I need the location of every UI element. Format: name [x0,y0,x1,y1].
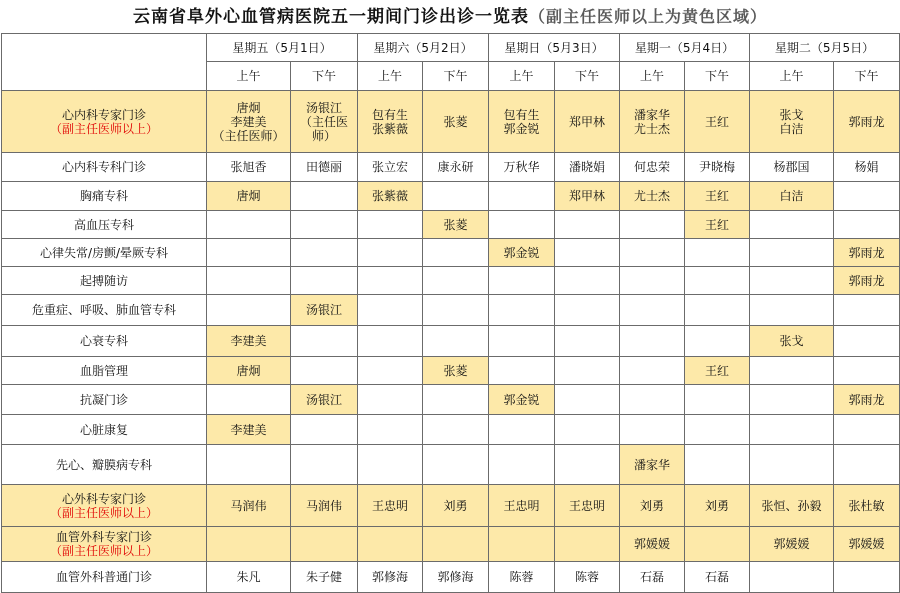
doctor-cell [834,211,900,239]
doctor-cell [207,211,291,239]
doctor-cell: 白洁 [750,182,834,211]
row-label [2,562,207,593]
doctor-cell: 汤银江 [291,295,358,326]
row-label [2,295,207,326]
row-label [2,211,207,239]
doctor-cell: 马润伟 [291,485,358,527]
doctor-cell [489,326,555,357]
doctor-cell [620,211,685,239]
doctor-cell [685,267,750,295]
doctor-cell: 郭媛媛 [620,527,685,562]
doctor-cell [555,326,620,357]
doctor-cell [750,267,834,295]
doctor-cell [423,182,489,211]
row-label-main: 抗凝门诊 [79,392,128,407]
doctor-cell: 刘勇 [620,485,685,527]
doctor-cell: 张旭香 [207,153,291,182]
period-header: 下午 [555,62,620,91]
doctor-cell [489,295,555,326]
table-row [2,239,900,267]
doctor-cell: 张恒、孙毅 [750,485,834,527]
doctor-cell [291,445,358,485]
row-label-main: 血管外科专家门诊 [55,530,152,544]
row-label-main: 起搏随访 [79,273,128,288]
day-header-row [2,34,900,62]
doctor-cell: 张戈 白洁 [750,91,834,153]
doctor-cell: 王红 [685,211,750,239]
doctor-cell [555,211,620,239]
doctor-cell: 王红 [685,182,750,211]
doctor-cell [685,527,750,562]
doctor-cell [358,357,423,385]
doctor-cell [750,357,834,385]
row-label [2,182,207,211]
doctor-cell [291,527,358,562]
doctor-cell: 郭雨龙 [834,239,900,267]
row-label [2,91,207,153]
doctor-cell [207,267,291,295]
period-header: 上午 [489,62,555,91]
doctor-cell [423,267,489,295]
row-label [2,527,207,562]
doctor-cell: 李建美 [207,326,291,357]
doctor-cell [834,445,900,485]
doctor-cell: 张菱 [423,91,489,153]
doctor-cell [750,295,834,326]
doctor-cell [291,182,358,211]
doctor-cell: 石磊 [620,562,685,593]
doctor-cell: 郑甲林 [555,182,620,211]
doctor-cell: 杨郡国 [750,153,834,182]
doctor-cell: 尤士杰 [620,182,685,211]
doctor-cell: 尹晓梅 [685,153,750,182]
doctor-cell: 马润伟 [207,485,291,527]
table-row [2,267,900,295]
doctor-cell: 杨娟 [834,153,900,182]
row-label-main: 胸痛专科 [79,189,128,203]
doctor-cell [207,527,291,562]
doctor-cell [423,527,489,562]
doctor-cell: 郭金锐 [489,385,555,415]
doctor-cell [620,357,685,385]
table-row [2,562,900,593]
doctor-cell: 唐炯 李建美 （主任医师） [207,91,291,153]
doctor-cell [489,357,555,385]
doctor-cell: 汤银江 （主任医 师） [291,91,358,153]
doctor-cell: 王忠明 [358,485,423,527]
row-label-main: 心外科专家门诊 [61,491,146,506]
doctor-cell: 石磊 [685,562,750,593]
row-label-main: 血脂管理 [79,363,128,378]
row-label [2,153,207,182]
day-header: 星期二（5月5日） [750,34,900,62]
doctor-cell: 刘勇 [685,485,750,527]
doctor-cell [555,527,620,562]
row-label-main: 高血压专科 [73,217,134,232]
doctor-cell [750,239,834,267]
doctor-cell [291,415,358,445]
doctor-cell [620,385,685,415]
table-row [2,485,900,527]
period-header: 上午 [620,62,685,91]
row-label [2,267,207,295]
doctor-cell: 陈蓉 [489,562,555,593]
doctor-cell: 郭雨龙 [834,385,900,415]
title-note: （副主任医师以上为黄色区域） [528,7,767,26]
doctor-cell [620,267,685,295]
doctor-cell [620,239,685,267]
doctor-cell [358,267,423,295]
doctor-cell [834,182,900,211]
doctor-cell: 王忠明 [489,485,555,527]
table-row [2,182,900,211]
row-label-sub: （副主任医师以上） [49,544,158,558]
row-label-main: 心衰专科 [79,334,128,348]
period-header: 上午 [750,62,834,91]
doctor-cell: 潘家华 [620,445,685,485]
doctor-cell [358,527,423,562]
doctor-cell [358,415,423,445]
doctor-cell [291,239,358,267]
doctor-cell [555,267,620,295]
doctor-cell [489,267,555,295]
table-row [2,385,900,415]
row-label [2,239,207,267]
doctor-cell: 郭媛媛 [750,527,834,562]
period-header: 下午 [291,62,358,91]
doctor-cell [620,415,685,445]
doctor-cell: 刘勇 [423,485,489,527]
period-header: 下午 [685,62,750,91]
doctor-cell [207,295,291,326]
doctor-cell: 张紫薇 [358,182,423,211]
period-header: 上午 [207,62,291,91]
table-row [2,326,900,357]
row-label-main: 血管外科普通门诊 [55,570,152,584]
doctor-cell [423,239,489,267]
doctor-cell: 陈蓉 [555,562,620,593]
doctor-cell [750,445,834,485]
doctor-cell [750,385,834,415]
doctor-cell: 万秋华 [489,153,555,182]
doctor-cell [555,385,620,415]
row-label [2,445,207,485]
doctor-cell [358,385,423,415]
doctor-cell: 康永研 [423,153,489,182]
row-label-main: 心内科专科门诊 [61,160,146,174]
doctor-cell [685,445,750,485]
doctor-cell [555,239,620,267]
doctor-cell: 张菱 [423,211,489,239]
doctor-cell [620,326,685,357]
header-corner [2,34,207,91]
row-label-sub: （副主任医师以上） [49,121,158,136]
doctor-cell [207,445,291,485]
doctor-cell [489,527,555,562]
day-header: 星期日（5月3日） [489,34,620,62]
doctor-cell [358,211,423,239]
doctor-cell: 朱凡 [207,562,291,593]
doctor-cell [489,445,555,485]
doctor-cell [423,385,489,415]
doctor-cell [423,326,489,357]
doctor-cell: 包有生 郭金锐 [489,91,555,153]
table-row [2,295,900,326]
table-row [2,445,900,485]
doctor-cell [358,326,423,357]
doctor-cell [685,415,750,445]
period-header: 下午 [423,62,489,91]
row-label-sub: （副主任医师以上） [49,505,158,520]
day-header: 星期一（5月4日） [620,34,750,62]
doctor-cell [834,562,900,593]
doctor-cell: 朱子健 [291,562,358,593]
doctor-cell: 张杜敏 [834,485,900,527]
row-label [2,415,207,445]
doctor-cell [207,239,291,267]
doctor-cell [489,211,555,239]
doctor-cell: 王忠明 [555,485,620,527]
row-label-main: 心内科专家门诊 [61,107,146,122]
schedule-table [1,33,900,593]
doctor-cell: 唐炯 [207,182,291,211]
doctor-cell [555,445,620,485]
row-label-main: 心律失常/房颤/晕厥专科 [39,245,169,260]
doctor-cell [358,295,423,326]
doctor-cell [555,295,620,326]
doctor-cell: 郭雨龙 [834,267,900,295]
doctor-cell [423,415,489,445]
doctor-cell: 李建美 [207,415,291,445]
doctor-cell: 郭雨龙 [834,91,900,153]
table-row [2,415,900,445]
table-row [2,153,900,182]
row-label-main: 先心、瓣膜病专科 [55,457,152,472]
doctor-cell: 郭修海 [358,562,423,593]
doctor-cell: 郭金锐 [489,239,555,267]
row-label [2,357,207,385]
day-header: 星期五（5月1日） [207,34,358,62]
table-row [2,91,900,153]
doctor-cell [207,385,291,415]
row-label-main: 心脏康复 [79,422,128,437]
row-label [2,385,207,415]
doctor-cell: 潘家华 尤士杰 [620,91,685,153]
doctor-cell [423,295,489,326]
doctor-cell [489,182,555,211]
doctor-cell: 张戈 [750,326,834,357]
table-row [2,357,900,385]
doctor-cell: 张立宏 [358,153,423,182]
page-title [0,0,900,33]
table-row [2,527,900,562]
doctor-cell: 郭修海 [423,562,489,593]
table-row [2,211,900,239]
period-header: 下午 [834,62,900,91]
doctor-cell [750,211,834,239]
doctor-cell: 田德丽 [291,153,358,182]
doctor-cell [620,295,685,326]
row-label-main: 危重症、呼吸、肺血管专科 [31,303,176,317]
day-header: 星期六（5月2日） [358,34,489,62]
row-label [2,326,207,357]
doctor-cell: 何忠荣 [620,153,685,182]
doctor-cell [291,357,358,385]
doctor-cell [834,357,900,385]
doctor-cell: 潘晓娟 [555,153,620,182]
doctor-cell: 王红 [685,357,750,385]
doctor-cell [291,267,358,295]
doctor-cell [750,415,834,445]
doctor-cell [685,239,750,267]
doctor-cell [555,357,620,385]
doctor-cell [685,295,750,326]
title-main: 云南省阜外心血管病医院五一期间门诊出诊一览表 [132,7,529,27]
doctor-cell: 包有生 张紫薇 [358,91,423,153]
doctor-cell [423,445,489,485]
period-header: 上午 [358,62,423,91]
doctor-cell: 唐炯 [207,357,291,385]
doctor-cell [685,385,750,415]
doctor-cell [555,415,620,445]
doctor-cell [685,326,750,357]
row-label [2,485,207,527]
doctor-cell: 张菱 [423,357,489,385]
doctor-cell [834,415,900,445]
doctor-cell: 王红 [685,91,750,153]
doctor-cell: 汤银江 [291,385,358,415]
doctor-cell: 郑甲林 [555,91,620,153]
doctor-cell: 郭媛媛 [834,527,900,562]
doctor-cell [291,326,358,357]
doctor-cell [358,239,423,267]
doctor-cell [489,415,555,445]
doctor-cell [291,211,358,239]
doctor-cell [834,295,900,326]
doctor-cell [750,562,834,593]
doctor-cell [358,445,423,485]
doctor-cell [834,326,900,357]
